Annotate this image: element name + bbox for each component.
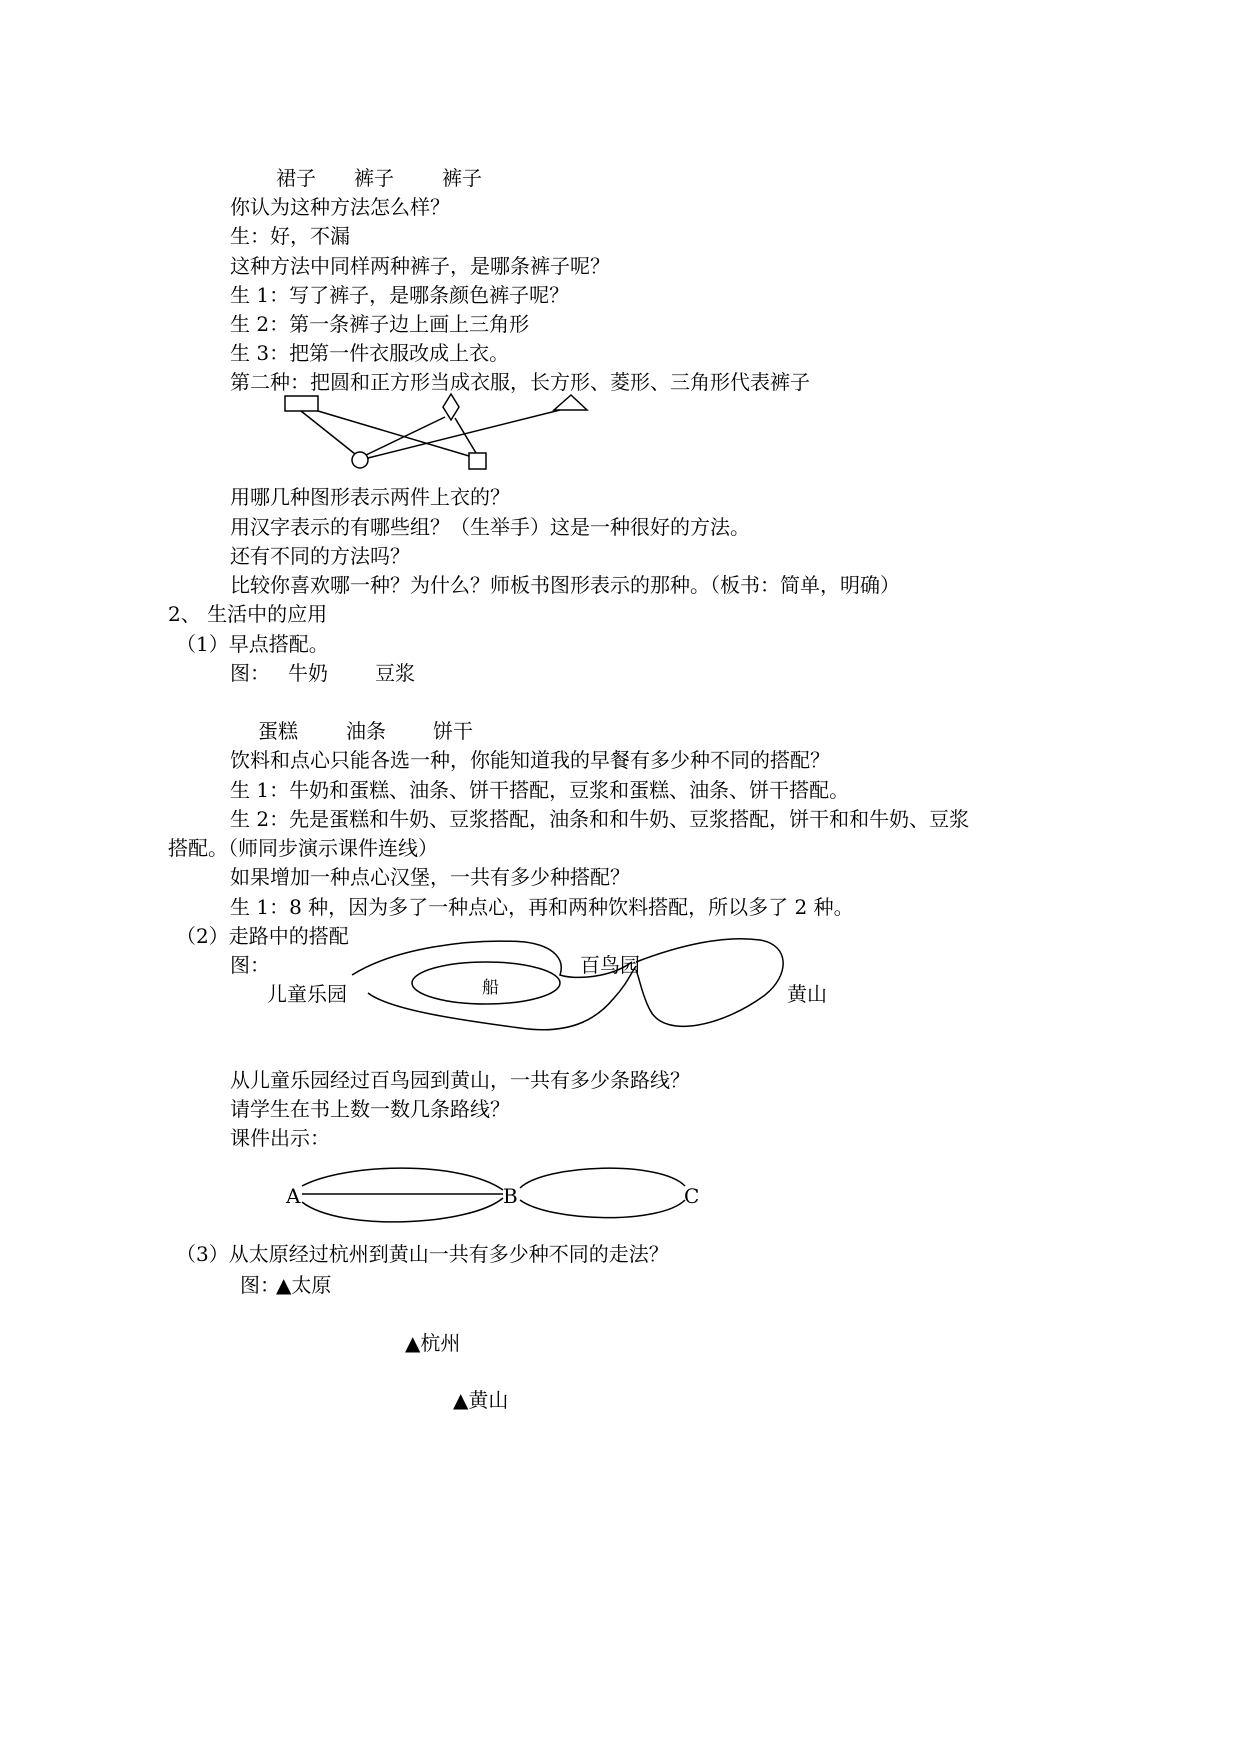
place-label: 黄山 bbox=[787, 982, 827, 1006]
route-path bbox=[520, 1200, 685, 1218]
place-label: 儿童乐园 bbox=[267, 982, 347, 1006]
city-marker: ▲杭州 bbox=[405, 1331, 461, 1355]
question-line: 还有不同的方法吗？ bbox=[230, 544, 410, 568]
snack-label: 油条 bbox=[346, 719, 386, 743]
question-line: 用哪几种图形表示两件上衣的？ bbox=[230, 485, 510, 509]
subsection-heading: （2）走路中的搭配 bbox=[176, 924, 349, 948]
question-line: 用汉字表示的有哪些组？（生举手）这是一种很好的方法。 bbox=[230, 515, 750, 539]
question-line: 请学生在书上数一数几条路线？ bbox=[230, 1097, 510, 1121]
figure-label: 图： bbox=[230, 953, 270, 977]
clothes-label-pants-2: 裤子 bbox=[442, 166, 482, 190]
answer-line: 生 1：8 种，因为多了一种点心，再和两种饮料搭配，所以多了 2 种。 bbox=[230, 895, 854, 919]
subsection-heading: （3）从太原经过杭州到黄山一共有多少种不同的走法？ bbox=[176, 1242, 669, 1266]
city-marker: ▲黄山 bbox=[453, 1388, 509, 1412]
place-label: 百鸟园 bbox=[580, 953, 640, 977]
question-line: 如果增加一种点心汉堡，一共有多少种搭配？ bbox=[230, 865, 630, 889]
route-path bbox=[302, 1168, 503, 1190]
answer-line: 生：好，不漏 bbox=[230, 224, 350, 248]
clothes-label-skirt: 裙子 bbox=[276, 166, 316, 190]
drink-label: 牛奶 bbox=[288, 661, 328, 685]
question-line: 你认为这种方法怎么样？ bbox=[230, 195, 450, 219]
question-line: 饮料和点心只能各选一种，你能知道我的早餐有多少种不同的搭配？ bbox=[230, 748, 830, 772]
answer-line: 生 2：第一条裤子边上画上三角形 bbox=[230, 312, 530, 336]
drink-label: 豆浆 bbox=[375, 661, 415, 685]
answer-line-continued: 搭配。（师同步演示课件连线） bbox=[168, 836, 438, 860]
answer-line: 生 1：写了裤子，是哪条颜色裤子呢？ bbox=[230, 283, 570, 307]
clothes-label-pants-1: 裤子 bbox=[354, 166, 394, 190]
answer-line: 生 2：先是蛋糕和牛奶、豆浆搭配，油条和和牛奶、豆浆搭配，饼干和和牛奶、豆浆 bbox=[230, 807, 970, 831]
route-path bbox=[520, 1168, 685, 1188]
route-path bbox=[302, 1198, 503, 1222]
city-marker: ▲太原 bbox=[276, 1273, 332, 1297]
question-line: 比较你喜欢哪一种？为什么？师板书图形表示的那种。（板书：简单，明确） bbox=[230, 573, 900, 597]
figure-label: 图： bbox=[240, 1273, 280, 1297]
figure-label: 图： bbox=[230, 661, 270, 685]
answer-line: 生 1：牛奶和蛋糕、油条、饼干搭配，豆浆和蛋糕、油条、饼干搭配。 bbox=[230, 778, 850, 802]
question-line: 课件出示： bbox=[230, 1126, 330, 1150]
question-line: 从儿童乐园经过百鸟园到黄山，一共有多少条路线？ bbox=[230, 1068, 690, 1092]
method-line: 第二种：把圆和正方形当成衣服，长方形、菱形、三角形代表裤子 bbox=[230, 370, 810, 394]
answer-line: 生 3：把第一件衣服改成上衣。 bbox=[230, 341, 510, 365]
snack-label: 蛋糕 bbox=[258, 719, 298, 743]
node-label-a: A bbox=[286, 1184, 301, 1208]
section-heading: 2、 生活中的应用 bbox=[168, 602, 328, 626]
question-line: 这种方法中同样两种裤子，是哪条裤子呢？ bbox=[230, 254, 610, 278]
lake-label: 船 bbox=[482, 978, 499, 998]
subsection-heading: （1）早点搭配。 bbox=[176, 632, 329, 656]
node-label-c: C bbox=[684, 1184, 700, 1208]
node-label-b: B bbox=[503, 1184, 518, 1208]
snack-label: 饼干 bbox=[433, 719, 473, 743]
